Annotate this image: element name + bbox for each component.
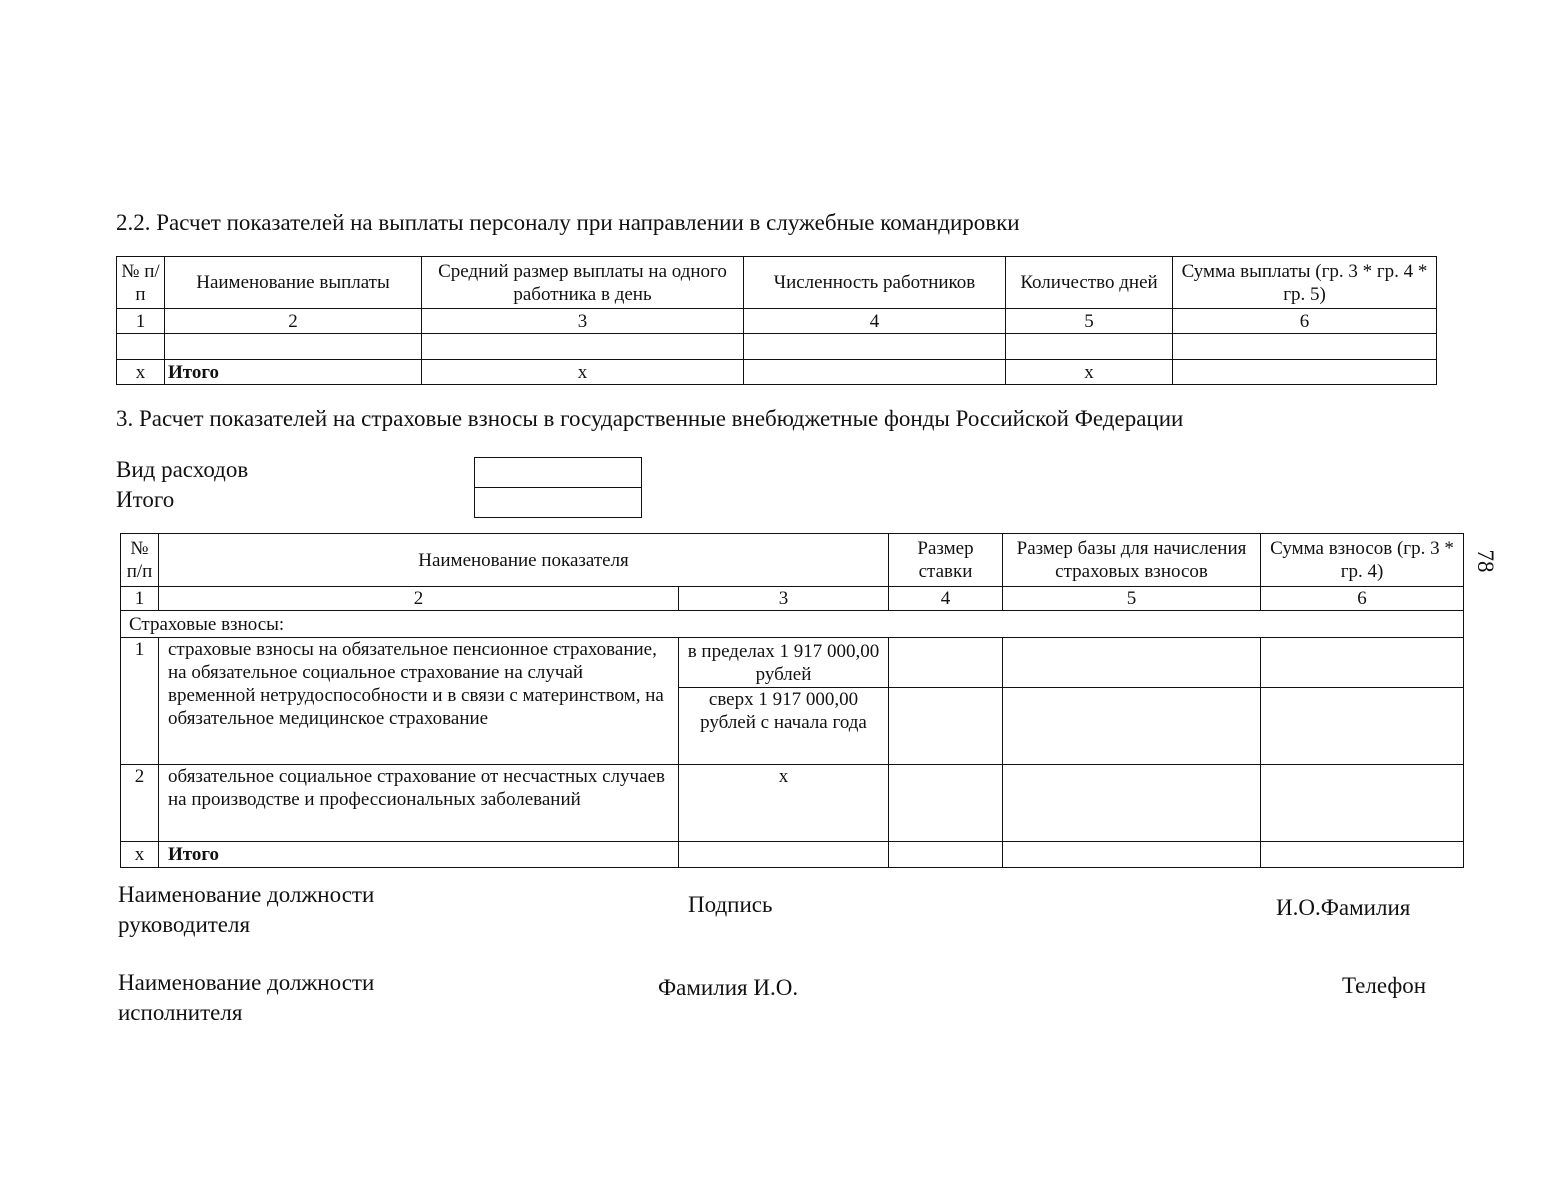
header-days: Количество дней — [1006, 257, 1173, 309]
row-sub-within-limit: в пределах 1 917 000,00 рублей — [679, 638, 889, 688]
vid-raskhodov-field[interactable] — [475, 458, 642, 488]
phone-label: Телефон — [1342, 973, 1427, 998]
total-avg: x — [422, 360, 744, 385]
total-base[interactable] — [1003, 842, 1261, 868]
cell-empty[interactable] — [1173, 334, 1437, 360]
col-number: 1 — [117, 309, 165, 334]
itogo-field[interactable] — [475, 488, 642, 518]
executor-name-label: Фамилия И.О. — [658, 975, 799, 1000]
header-name: Наименование выплаты — [165, 257, 422, 309]
col-number: 2 — [159, 587, 679, 611]
cell-empty[interactable] — [744, 334, 1006, 360]
header-sum: Сумма выплаты (гр. 3 * гр. 4 * гр. 5) — [1173, 257, 1437, 309]
total-row — [121, 842, 1464, 868]
group-label: Страховые взносы: — [121, 611, 1464, 638]
head-position-label: Наименование должности руководителя — [118, 882, 375, 937]
table-row — [121, 765, 1464, 842]
total-rate[interactable] — [889, 842, 1003, 868]
row-rate[interactable] — [889, 688, 1003, 765]
head-name-label: И.О.Фамилия — [1276, 895, 1411, 920]
header-base: Размер базы для начисления страховых взносов — [1003, 534, 1261, 587]
insurance-contributions-table — [120, 533, 1464, 868]
row-num: 2 — [121, 765, 159, 842]
col-number: 5 — [1006, 309, 1173, 334]
itogo-label: Итого — [116, 487, 175, 512]
row-sum[interactable] — [1261, 638, 1464, 688]
header-avg: Средний размер выплаты на одного работника в день — [422, 257, 744, 309]
row-sub: x — [679, 765, 889, 842]
col-number: 5 — [1003, 587, 1261, 611]
total-days: x — [1006, 360, 1173, 385]
table-row — [121, 638, 1464, 688]
total-label: Итого — [165, 360, 422, 385]
total-num: x — [117, 360, 165, 385]
total-sum[interactable] — [1173, 360, 1437, 385]
total-label: Итого — [159, 842, 679, 868]
cell-empty[interactable] — [1006, 334, 1173, 360]
total-sum[interactable] — [1261, 842, 1464, 868]
table-row — [117, 334, 1437, 360]
row-base[interactable] — [1003, 688, 1261, 765]
total-num: x — [121, 842, 159, 868]
header-sum: Сумма взносов (гр. 3 * гр. 4) — [1261, 534, 1464, 587]
cell-empty[interactable] — [422, 334, 744, 360]
col-number: 6 — [1261, 587, 1464, 611]
row-sub-above-limit: сверх 1 917 000,00 рублей с начала года — [679, 688, 889, 765]
row-rate[interactable] — [889, 638, 1003, 688]
header-name: Наименование показателя — [159, 534, 889, 587]
row-name: страховые взносы на обязательное пенсионное страхование, на обязательное социальное страхование на случай временной нетрудоспособности и в связи с материнством, на обязательное медицинское страхование — [159, 638, 679, 765]
total-sub[interactable] — [679, 842, 889, 868]
row-base[interactable] — [1003, 765, 1261, 842]
section-3-title: 3. Расчет показателей на страховые взносы в государственные внебюджетные фонды Российской Федерации — [116, 406, 1184, 431]
header-num: № п/п — [117, 257, 165, 309]
row-rate[interactable] — [889, 765, 1003, 842]
signature-label: Подпись — [688, 892, 773, 917]
page-number: 78 — [1473, 549, 1498, 573]
header-rate: Размер ставки — [889, 534, 1003, 587]
cell-empty[interactable] — [165, 334, 422, 360]
vid-raskhodov-label: Вид расходов — [116, 457, 249, 482]
section-22-title: 2.2. Расчет показателей на выплаты персоналу при направлении в служебные командировки — [116, 210, 1020, 235]
row-base[interactable] — [1003, 638, 1261, 688]
col-number: 4 — [889, 587, 1003, 611]
expense-type-boxes — [474, 457, 642, 518]
header-count: Численность работников — [744, 257, 1006, 309]
col-number: 4 — [744, 309, 1006, 334]
total-count[interactable] — [744, 360, 1006, 385]
row-name: обязательное социальное страхование от несчастных случаев на производстве и профессиональных заболеваний — [159, 765, 679, 842]
col-number: 3 — [679, 587, 889, 611]
header-num: № п/п — [121, 534, 159, 587]
col-number: 6 — [1173, 309, 1437, 334]
executor-position-label: Наименование должности исполнителя — [118, 970, 375, 1025]
col-number: 3 — [422, 309, 744, 334]
row-sum[interactable] — [1261, 688, 1464, 765]
col-number: 2 — [165, 309, 422, 334]
row-num: 1 — [121, 638, 159, 765]
business-trip-table — [116, 256, 1437, 385]
col-number: 1 — [121, 587, 159, 611]
cell-empty[interactable] — [117, 334, 165, 360]
row-sum[interactable] — [1261, 765, 1464, 842]
total-row — [117, 360, 1437, 385]
